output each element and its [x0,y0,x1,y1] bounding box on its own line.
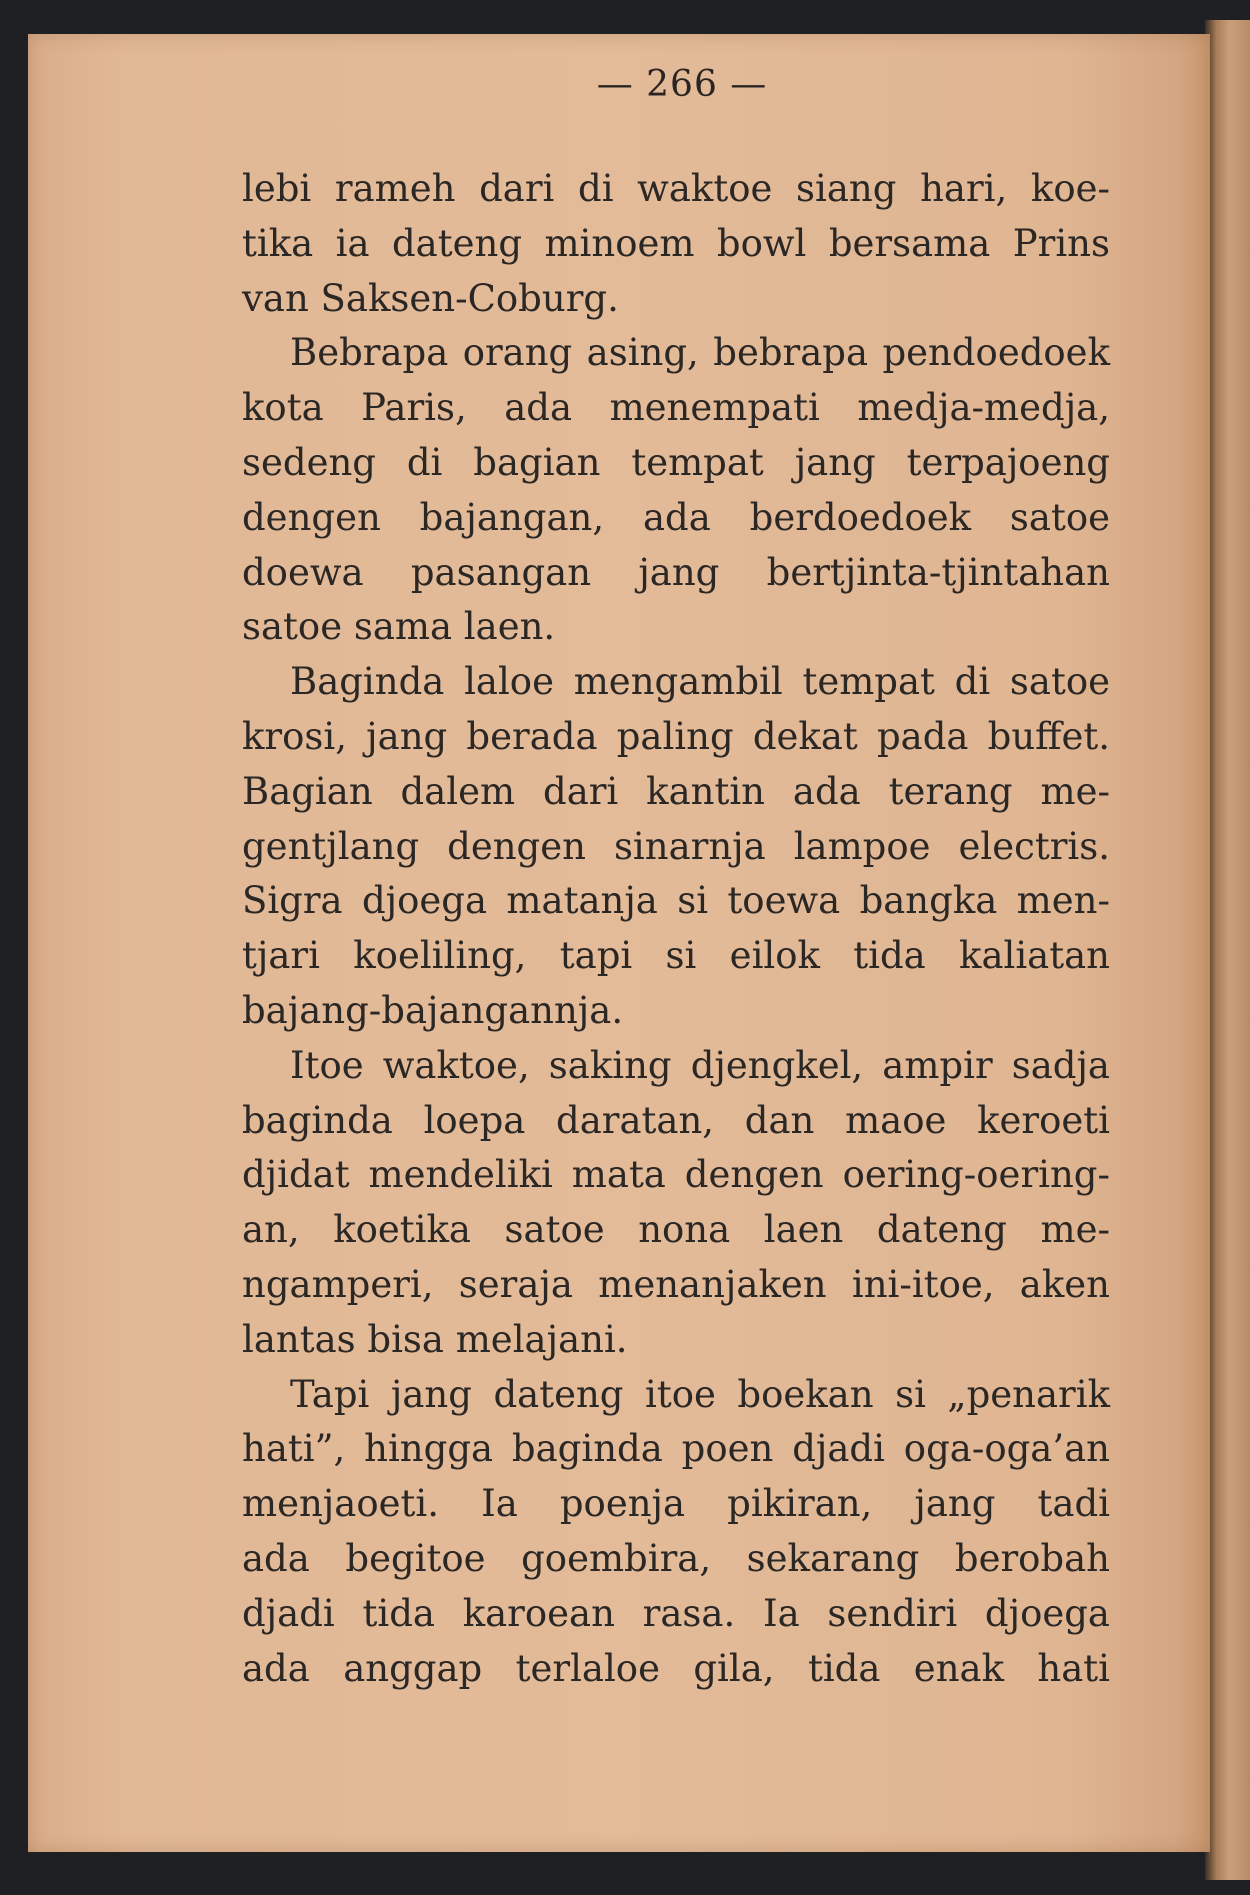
text-line: Bebrapa orang asing, bebrapa pendoedoek [290,331,1110,375]
text-line: lebi rameh dari di waktoe siang hari, koe- [242,167,1110,210]
text-line: ngamperi, seraja menanjaken ini-itoe, aken [242,1262,1110,1306]
text-line: djadi tida karoean rasa. Ia sendiri djoega [242,1591,1110,1635]
text-line: tjari koeliling, tapi si eilok tida kaliatan [242,934,1110,978]
text-line: krosi, jang berada paling dekat pada buffet. [242,714,1110,758]
text-line: van Saksen-Coburg. [242,276,619,320]
text-line: gentjlang dengen sinarnja lampoe electris. [242,824,1110,868]
text-line: menjaoeti. Ia poenja pikiran, jang tadi [242,1482,1110,1526]
page-number: — 266 — [596,64,768,105]
text-line: kota Paris, ada menempati medja-medja, [242,386,1110,430]
text-line: tika ia dateng minoem bowl bersama Prins [242,221,1110,265]
text-line: ada anggap terlaloe gila, tida enak hati [242,1646,1110,1690]
text-line: ada begitoe goembira, sekarang berobah [242,1536,1110,1580]
text-line: Sigra djoega matanja si toewa bangka men- [242,879,1110,923]
text-line: bajang-bajangannja. [242,988,624,1032]
text-line: doewa pasangan jang bertjinta-tjintahan [242,550,1110,594]
body-text [242,162,1110,1696]
text-line: hati”, hingga baginda poen djadi oga-oga’an [242,1427,1110,1471]
text-line: Bagian dalem dari kantin ada terang me- [242,769,1110,813]
text-line: Tapi jang dateng itoe boekan si „penarik [290,1372,1110,1416]
text-line: djidat mendeliki mata dengen oering-oering- [242,1153,1110,1197]
text-line: sedeng di bagian tempat jang terpajoeng [242,440,1110,484]
text-line: dengen bajangan, ada berdoedoek satoe [242,495,1110,539]
text-line: baginda loepa daratan, dan maoe keroeti [242,1098,1110,1142]
text-line: lantas bisa melajani. [242,1317,628,1361]
text-line: an, koetika satoe nona laen dateng me- [242,1208,1110,1252]
text-line: Itoe waktoe, saking djengkel, ampir sadja [290,1043,1110,1087]
book-page-edge [1205,20,1250,1880]
text-line: Baginda laloe mengambil tempat di satoe [290,660,1110,704]
text-line: satoe sama laen. [242,605,556,649]
